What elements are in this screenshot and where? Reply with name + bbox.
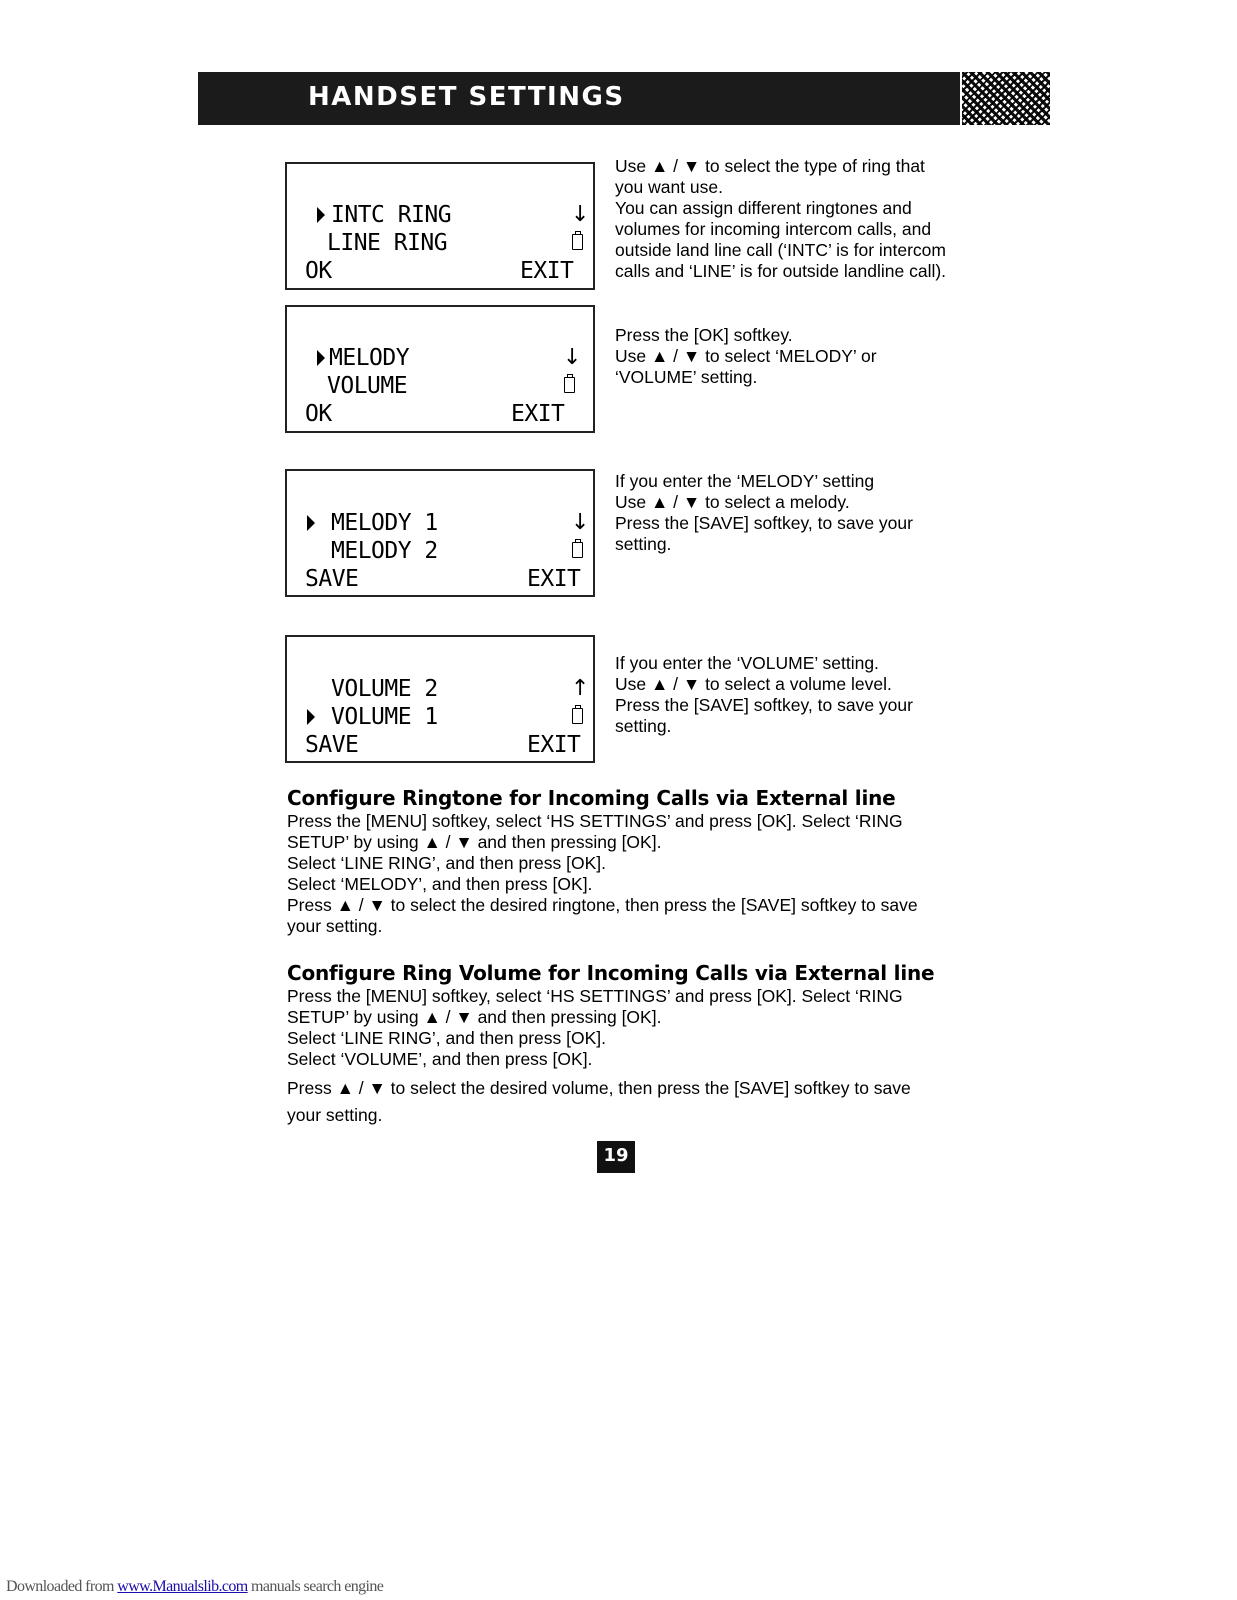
selection-caret-icon xyxy=(317,207,325,223)
section-ringtone-external xyxy=(287,786,967,937)
scroll-down-icon: ↓ xyxy=(571,202,589,227)
description-line: volumes for incoming intercom calls, and xyxy=(615,219,932,239)
manualslib-link[interactable]: www.Manualslib.com xyxy=(117,1578,248,1595)
lcd-line-2: MELODY 2 xyxy=(331,538,438,564)
softkey-left: OK xyxy=(305,258,332,284)
section-line: your setting. xyxy=(287,916,383,936)
battery-icon xyxy=(564,377,575,393)
description-line: setting. xyxy=(615,534,672,554)
lcd-line-1: INTC RING xyxy=(331,202,452,228)
section-line: Select ‘LINE RING’, and then press [OK]. xyxy=(287,1028,607,1048)
selection-caret-icon xyxy=(307,515,315,531)
section-line: Press ▲ / ▼ to select the desired volume, then press the [SAVE] softkey to save xyxy=(287,1078,911,1098)
footer-download-note xyxy=(6,1578,383,1596)
softkey-left: OK xyxy=(305,401,332,427)
description-line: If you enter the ‘MELODY’ setting xyxy=(615,471,875,491)
scroll-down-icon: ↓ xyxy=(571,510,589,535)
description-melody-select xyxy=(615,471,975,555)
description-line: Use ▲ / ▼ to select a volume level. xyxy=(615,674,892,694)
section-volume-external xyxy=(287,961,967,1129)
scroll-up-icon: ↑ xyxy=(571,676,589,701)
description-line: Use ▲ / ▼ to select a melody. xyxy=(615,492,850,512)
description-volume-select xyxy=(615,653,975,737)
section-line: Press ▲ / ▼ to select the desired ringtone, then press the [SAVE] softkey to save xyxy=(287,895,918,915)
section-heading: Configure Ringtone for Incoming Calls via External line xyxy=(287,786,896,810)
scroll-down-icon: ↓ xyxy=(563,345,581,370)
description-ring-type xyxy=(615,156,975,282)
section-line: Press the [MENU] softkey, select ‘HS SETTINGS’ and press [OK]. Select ‘RING xyxy=(287,811,903,831)
description-line: You can assign different ringtones and xyxy=(615,198,912,218)
softkey-right: EXIT xyxy=(511,401,565,427)
description-line: ‘VOLUME’ setting. xyxy=(615,367,758,387)
section-line: Select ‘LINE RING’, and then press [OK]. xyxy=(287,853,607,873)
description-line: outside land line call (‘INTC’ is for intercom xyxy=(615,240,946,260)
softkey-left: SAVE xyxy=(305,566,359,592)
section-line: your setting. xyxy=(287,1105,383,1125)
softkey-right: EXIT xyxy=(520,258,574,284)
footer-suffix: manuals search engine xyxy=(247,1578,384,1595)
description-line: Press the [SAVE] softkey, to save your xyxy=(615,695,913,715)
lcd-screen-melody-select xyxy=(285,469,595,597)
description-line: If you enter the ‘VOLUME’ setting. xyxy=(615,653,879,673)
softkey-right: EXIT xyxy=(527,732,581,758)
footer-prefix: Downloaded from xyxy=(6,1578,118,1595)
section-line: SETUP’ by using ▲ / ▼ and then pressing [OK]. xyxy=(287,1007,662,1027)
softkey-left: SAVE xyxy=(305,732,359,758)
lcd-line-1: MELODY xyxy=(329,345,410,371)
lcd-line-2: VOLUME 1 xyxy=(331,704,438,730)
lcd-screen-ring-type xyxy=(285,162,595,290)
section-line: Press the [MENU] softkey, select ‘HS SETTINGS’ and press [OK]. Select ‘RING xyxy=(287,986,903,1006)
header-bar xyxy=(198,72,960,125)
description-line: setting. xyxy=(615,716,672,736)
description-line: you want use. xyxy=(615,177,723,197)
battery-icon xyxy=(572,542,583,558)
battery-icon xyxy=(572,708,583,724)
battery-icon xyxy=(572,234,583,250)
lcd-screen-volume-select xyxy=(285,635,595,763)
selection-caret-icon xyxy=(307,709,315,725)
lcd-line-2: LINE RING xyxy=(327,230,448,256)
header-pattern-graphic xyxy=(962,72,1050,125)
softkey-right: EXIT xyxy=(527,566,581,592)
lcd-line-1: MELODY 1 xyxy=(331,510,438,536)
section-line: Select ‘MELODY’, and then press [OK]. xyxy=(287,874,593,894)
section-line: Select ‘VOLUME’, and then press [OK]. xyxy=(287,1049,593,1069)
section-line: SETUP’ by using ▲ / ▼ and then pressing [OK]. xyxy=(287,832,662,852)
page-title: HANDSET SETTINGS xyxy=(308,82,625,112)
selection-caret-icon xyxy=(317,350,325,366)
description-line: Use ▲ / ▼ to select the type of ring that xyxy=(615,156,925,176)
description-melody-volume xyxy=(615,325,975,388)
description-line: Use ▲ / ▼ to select ‘MELODY’ or xyxy=(615,346,877,366)
description-line: Press the [OK] softkey. xyxy=(615,325,793,345)
lcd-line-1: VOLUME 2 xyxy=(331,676,438,702)
page-number: 19 xyxy=(597,1141,635,1173)
lcd-screen-melody-volume xyxy=(285,305,595,433)
lcd-line-2: VOLUME xyxy=(327,373,408,399)
description-line: calls and ‘LINE’ is for outside landline call). xyxy=(615,261,947,281)
description-line: Press the [SAVE] softkey, to save your xyxy=(615,513,913,533)
section-heading: Configure Ring Volume for Incoming Calls via External line xyxy=(287,961,935,985)
